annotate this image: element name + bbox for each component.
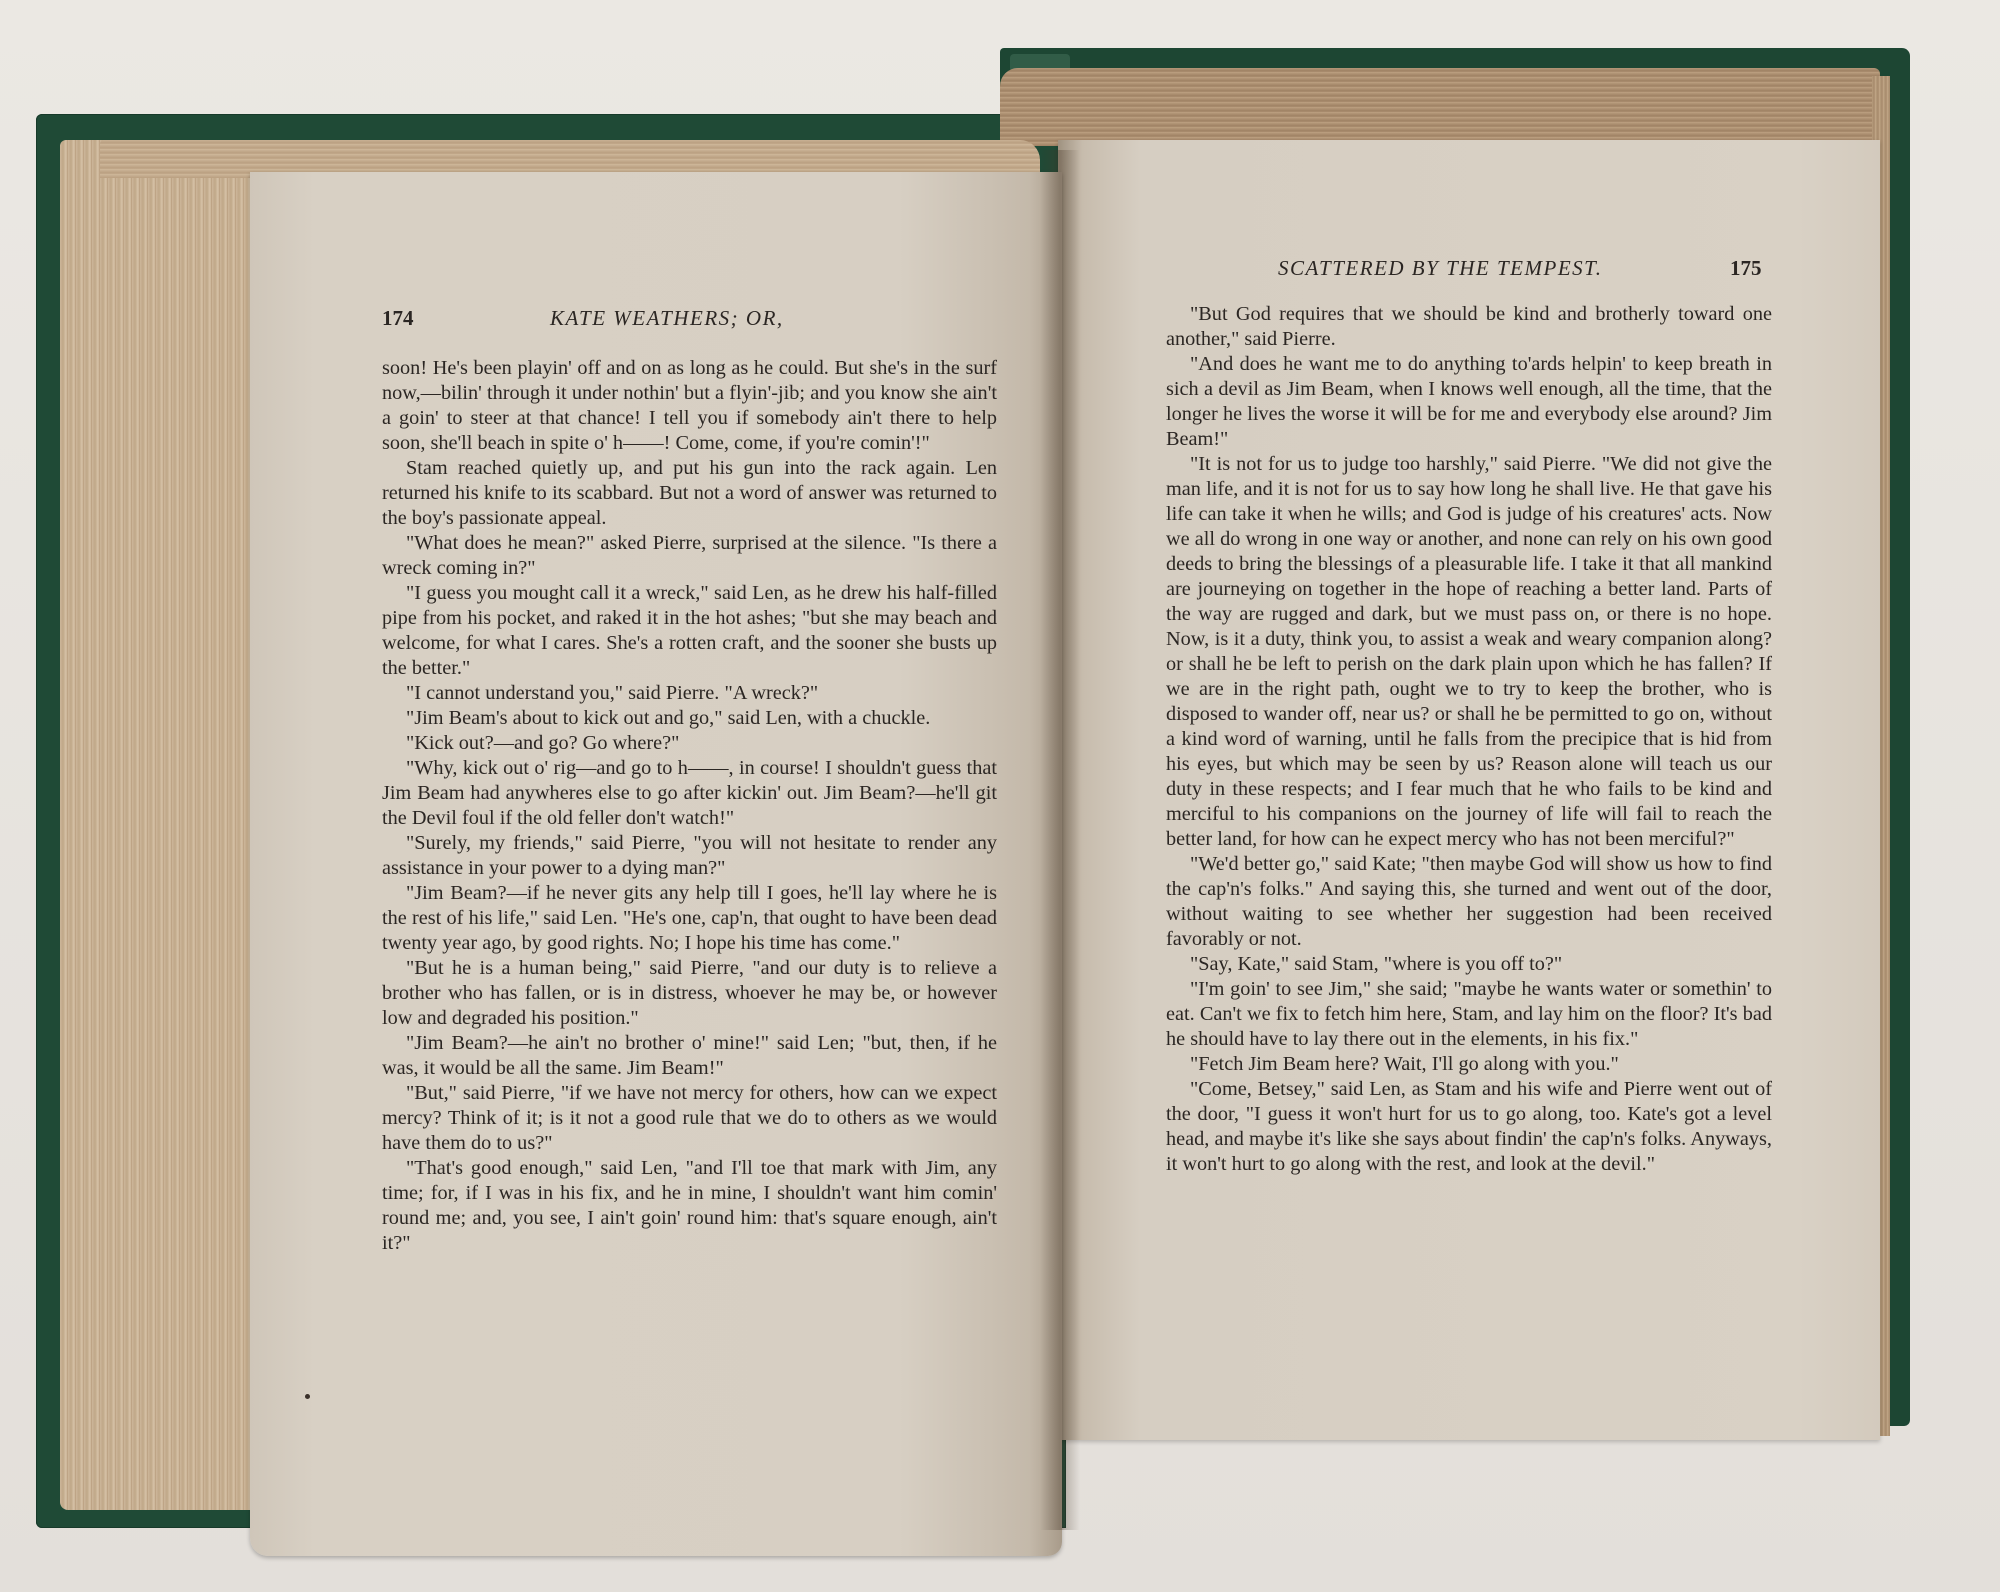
right-running-head: SCATTERED BY THE TEMPEST. [1278, 256, 1603, 280]
paragraph: "Surely, my friends," said Pierre, "you will not hesitate to render any assistance in your power to a dying man?" [382, 832, 997, 879]
paragraph: "Jim Beam?—he ain't no brother o' mine!" said Len; "but, then, if he was, it would be all the same. Jim Beam!" [382, 1032, 997, 1079]
paragraph: "We'd better go," said Kate; "then maybe God will show us how to find the cap'n's folks." And saying this, she turned and went out of the door, without waiting to see whether her suggestion had been received favorably or not. [1166, 853, 1772, 950]
paragraph: "Jim Beam?—if he never gits any help till I goes, he'll lay where he is the rest of his life," said Len. "He's one, cap'n, that ought to have been dead twenty year ago, by good rights. No; I hope his time has come." [382, 882, 997, 954]
paragraph: "I cannot understand you," said Pierre. "A wreck?" [406, 682, 819, 704]
right-page-text [1166, 302, 1772, 1177]
paragraph: "Say, Kate," said Stam, "where is you off to?" [1190, 953, 1563, 975]
paragraph: "What does he mean?" asked Pierre, surprised at the silence. "Is there a wreck coming in?" [382, 532, 997, 579]
left-page-text [382, 356, 997, 1256]
paragraph: Stam reached quietly up, and put his gun into the rack again. Len returned his knife to its scabbard. But not a word of answer was returned to the boy's passionate appeal. [382, 457, 997, 529]
left-page-number: 174 [382, 306, 414, 330]
paragraph: soon! He's been playin' off and on as long as he could. But she's in the surf now,—bilin' through it under nothin' but a flyin'-jib; and you know she ain't a goin' to steer at that chance! I tell you if somebody ain't there to help soon, she'll beach in spite o' h——! Come, come, if you're comin'!" [382, 357, 997, 454]
right-page-number: 175 [1730, 256, 1762, 280]
left-page-edges-side [60, 140, 250, 1510]
paragraph: "Why, kick out o' rig—and go to h——, in course! I shouldn't guess that Jim Beam had anywheres else to go after kickin' out. Jim Beam?—he'll git the Devil foul if the old feller don't watch!" [382, 757, 997, 829]
paragraph: "But God requires that we should be kind and brotherly toward one another," said Pierre. [1166, 303, 1772, 350]
left-running-head: KATE WEATHERS; OR, [550, 306, 784, 330]
paragraph: "Come, Betsey," said Len, as Stam and his wife and Pierre went out of the door, "I guess it won't hurt for us to go along, too. Kate's got a level head, and maybe it's like she says about findin' the cap'n's folks. Anyways, it won't hurt to go along with the rest, and look at the devil." [1166, 1078, 1772, 1175]
paragraph: "It is not for us to judge too harshly," said Pierre. "We did not give the man life, and it is not for us to say how long he shall live. He that gave his life can take it when he wills; and God is judge of his creatures' acts. Now we all do wrong in one way or another, and none can rely on his own good deeds to bring the blessings of a pleasurable life. I take it that all mankind are journeying on together in the hope of reaching a better land. Parts of the way are rugged and dark, but we must pass on, or there is no hope. Now, is it a duty, think you, to assist a weak and weary companion along? or shall he be left to perish on the dark plain upon which he has fallen? If we are in the right path, ought we to try to keep the brother, who is disposed to wander off, near us? or shall he be permitted to go on, without a kind word of warning, until he falls from the precipice that is hid from his eyes, but which may be seen by us? Reason alone will teach us our duty in these respects; and I fear much that he who fails to be kind and merciful to his companions on the journey of life will fail to reach the better land, for how can he expect mercy who has not been merciful?" [1166, 453, 1772, 850]
right-page-edges-top [1000, 68, 1880, 146]
paragraph: "And does he want me to do anything to'ards helpin' to keep breath in sich a devil as Jim Beam, when I knows well enough, all the time, that the longer he lives the worse it will be for me and everybody else around? Jim Beam!" [1166, 353, 1772, 450]
paragraph: "But he is a human being," said Pierre, "and our duty is to relieve a brother who has fallen, or is in distress, whoever he may be, or however low and degraded his position." [382, 957, 997, 1029]
paragraph: "That's good enough," said Len, "and I'll toe that mark with Jim, any time; for, if I was in his fix, and he in mine, I shouldn't want him comin' round me; and, you see, I ain't goin' round him: that's square enough, ain't it?" [382, 1157, 997, 1254]
paragraph: "I'm goin' to see Jim," she said; "maybe he wants water or somethin' to eat. Can't we fix to fetch him here, Stam, and lay him on the floor? It's bad he should have to lay there out in the elements, in his fix." [1166, 978, 1772, 1050]
paragraph: "Fetch Jim Beam here? Wait, I'll go along with you." [1190, 1053, 1619, 1075]
paragraph: "But," said Pierre, "if we have not mercy for others, how can we expect mercy? Think of it; is it not a good rule that we do to others as we would have them do to us?" [382, 1082, 997, 1154]
paper-speck [305, 1394, 310, 1399]
paragraph: "Jim Beam's about to kick out and go," said Len, with a chuckle. [406, 707, 931, 729]
paragraph: "I guess you mought call it a wreck," said Len, as he drew his half-filled pipe from his pocket, and raked it in the hot ashes; "but she may beach and welcome, for what I cares. She's a rotten craft, and the sooner she busts up the better." [382, 582, 997, 679]
paragraph: "Kick out?—and go? Go where?" [406, 732, 680, 754]
book-gutter [1040, 150, 1080, 1530]
